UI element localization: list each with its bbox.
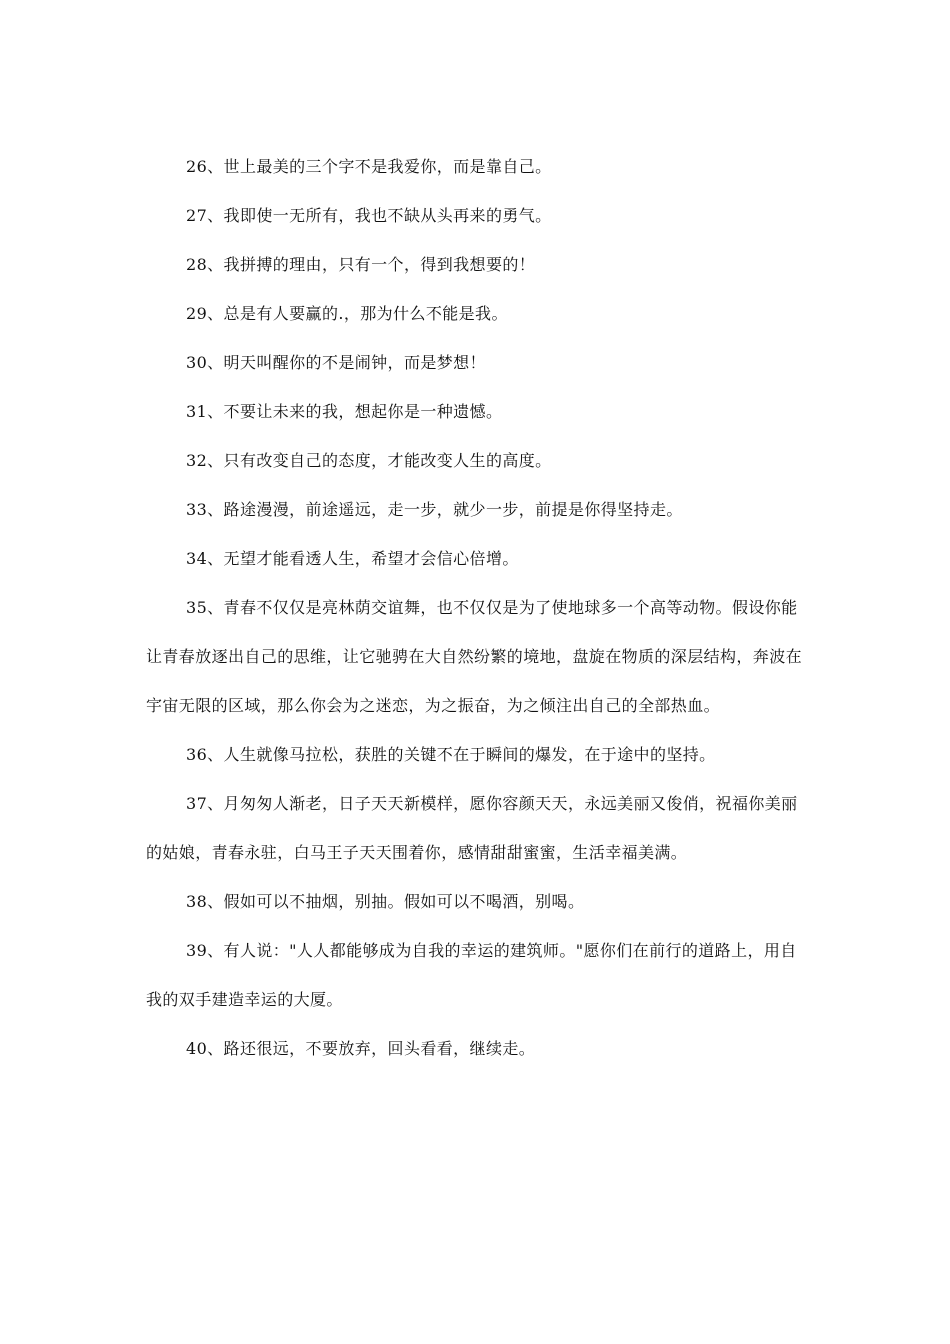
paragraph-26: 26、世上最美的三个字不是我爱你，而是靠自己。 <box>186 157 552 176</box>
paragraph-38: 38、假如可以不抽烟，别抽。假如可以不喝酒，别喝。 <box>186 892 585 911</box>
paragraph-29: 29、总是有人要赢的.，那为什么不能是我。 <box>186 304 508 323</box>
paragraph-27: 27、我即使一无所有，我也不缺从头再来的勇气。 <box>186 206 552 225</box>
paragraph-31: 31、不要让未来的我，想起你是一种遗憾。 <box>186 402 503 421</box>
document-body <box>146 142 806 1073</box>
paragraph-35: 35、青春不仅仅是亮林荫交谊舞，也不仅仅是为了使地球多一个高等动物。假设你能让青春放逐出自己的思维，让它驰骋在大自然纷繁的境地，盘旋在物质的深层结构，奔波在宇宙无限的区域，那么你会为之迷恋，为之振奋，为之倾注出自己的全部热血。 <box>146 598 803 715</box>
paragraph-36: 36、人生就像马拉松，获胜的关键不在于瞬间的爆发，在于途中的坚持。 <box>186 745 716 764</box>
paragraph-39: 39、有人说："人人都能够成为自我的幸运的建筑师。"愿你们在前行的道路上，用自我的双手建造幸运的大厦。 <box>146 941 797 1009</box>
paragraph-28: 28、我拼搏的理由，只有一个，得到我想要的！ <box>186 255 536 274</box>
paragraph-30: 30、明天叫醒你的不是闹钟，而是梦想！ <box>186 353 486 372</box>
paragraph-34: 34、无望才能看透人生，希望才会信心倍增。 <box>186 549 519 568</box>
paragraph-33: 33、路途漫漫，前途遥远，走一步，就少一步，前提是你得坚持走。 <box>186 500 683 519</box>
paragraph-37: 37、月匆匆人渐老，日子天天新模样，愿你容颜天天，永远美丽又俊俏，祝福你美丽的姑娘，青春永驻，白马王子天天围着你，感情甜甜蜜蜜，生活幸福美满。 <box>146 794 798 862</box>
paragraph-40: 40、路还很远，不要放弃，回头看看，继续走。 <box>186 1039 536 1058</box>
paragraph-32: 32、只有改变自己的态度，才能改变人生的高度。 <box>186 451 552 470</box>
